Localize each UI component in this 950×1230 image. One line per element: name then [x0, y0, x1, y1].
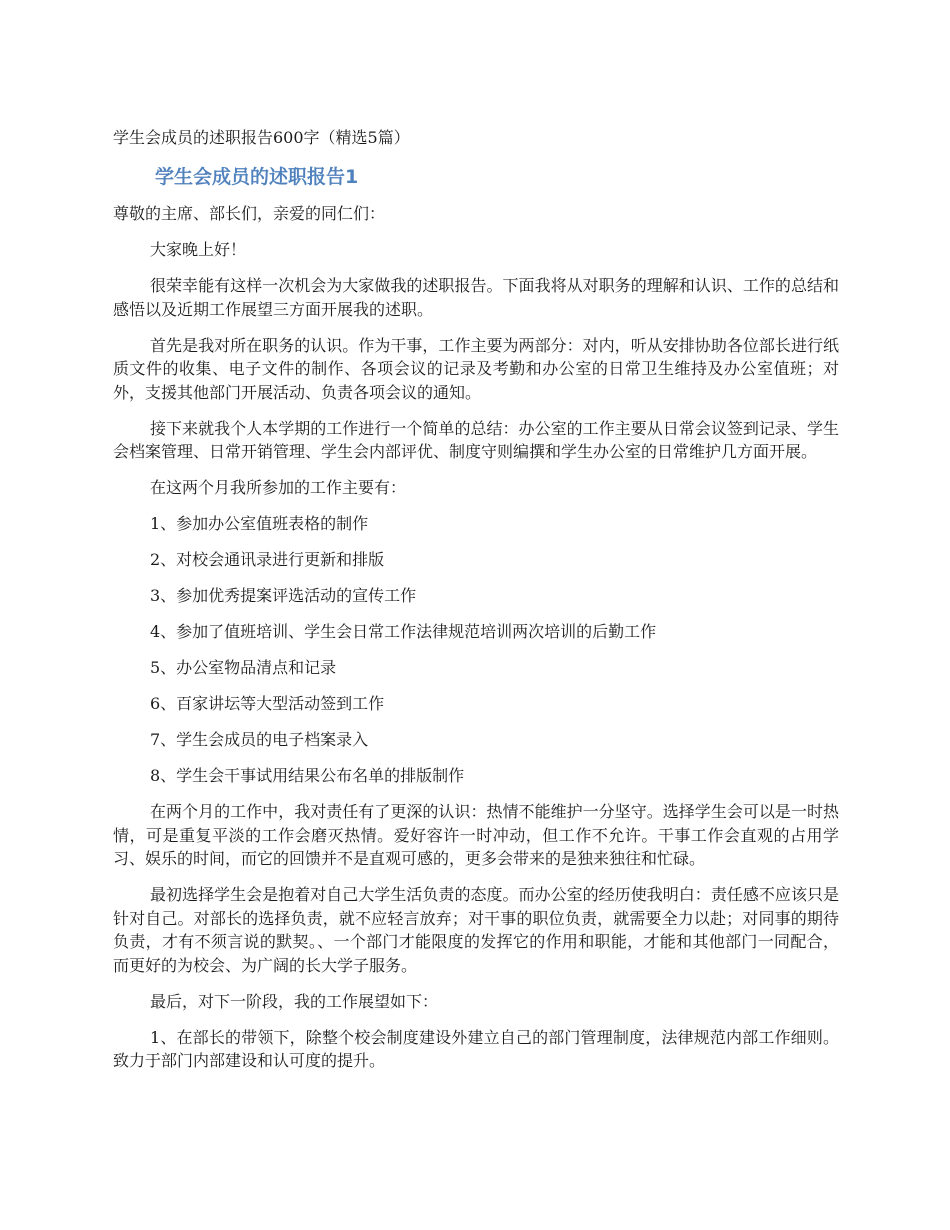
responsibility-paragraph: 在两个月的工作中，我对责任有了更深的认识：热情不能维护一分坚守。选择学生会可以是一时热情，可是重复平淡的工作会磨灭热情。爱好容许一时冲动，但工作不允许。干事工作会直观的占用学习、娱乐的时间，而它的回馈并不是直观可感的，更多会带来的是独来独往和忙碌。: [113, 802, 839, 868]
greeting: 尊敬的主席、部长们，亲爱的同仁们：: [113, 204, 386, 223]
work-list-item: 8、学生会干事试用结果公布名单的排版制作: [150, 766, 465, 785]
work-list-item: 3、参加优秀提案评选活动的宣传工作: [150, 586, 417, 605]
work-list-item: 6、百家讲坛等大型活动签到工作: [150, 694, 385, 713]
work-list-item: 7、学生会成员的电子档案录入: [150, 730, 369, 749]
outlook-intro: 最后，对下一阶段，我的工作展望如下：: [150, 991, 439, 1011]
role-paragraph: 首先是我对所在职务的认识。作为干事，工作主要为两部分：对内，听从安排协助各位部长进行纸质文件的收集、电子文件的制作、各项会议的记录及考勤和办公室的日常卫生维持及办公室值班；对外，支援其他部门开展活动、负责各项会议的通知。: [113, 335, 839, 402]
work-list-item: 4、参加了值班培训、学生会日常工作法律规范培训两次培训的后勤工作: [150, 622, 657, 641]
work-list-item: 1、参加办公室值班表格的制作: [150, 514, 369, 533]
work-list-item: 5、办公室物品清点和记录: [150, 658, 337, 677]
document-title: 学生会成员的述职报告600字（精选5篇）: [113, 128, 410, 147]
hello-paragraph: 大家晚上好！: [150, 240, 247, 259]
attitude-paragraph: 最初选择学生会是抱着对自己大学生活负责的态度。而办公室的经历使我明白：责任感不应该只是针对自己。对部长的选择负责，就不应轻言放弃；对干事的职位负责，就需要全力以赴；对同事的期待负责，才有不须言说的默契。、一个部门才能限度的发挥它的作用和职能，才能和其他部门一同配合，而更好的为校会、为广阔的长大学子服务。: [113, 885, 839, 975]
outlook-item: 1、在部长的带领下，除整个校会制度建设外建立自己的部门管理制度，法律规范内部工作细则。致力于部门内部建设和认可度的提升。: [113, 1027, 839, 1070]
work-list-item: 2、对校会通讯录进行更新和排版: [150, 550, 385, 569]
work-list-intro: 在这两个月我所参加的工作主要有：: [150, 478, 407, 497]
intro-paragraph: 很荣幸能有这样一次机会为大家做我的述职报告。下面我将从对职务的理解和认识、工作的总结和感悟以及近期工作展望三方面开展我的述职。: [113, 276, 839, 319]
summary-paragraph: 接下来就我个人本学期的工作进行一个简单的总结：办公室的工作主要从日常会议签到记录、学生会档案管理、日常开销管理、学生会内部评优、制度守则编撰和学生办公室的日常维护几方面开展。: [113, 418, 839, 461]
section-heading: 学生会成员的述职报告1: [155, 166, 359, 188]
document-page: [113, 126, 839, 1085]
